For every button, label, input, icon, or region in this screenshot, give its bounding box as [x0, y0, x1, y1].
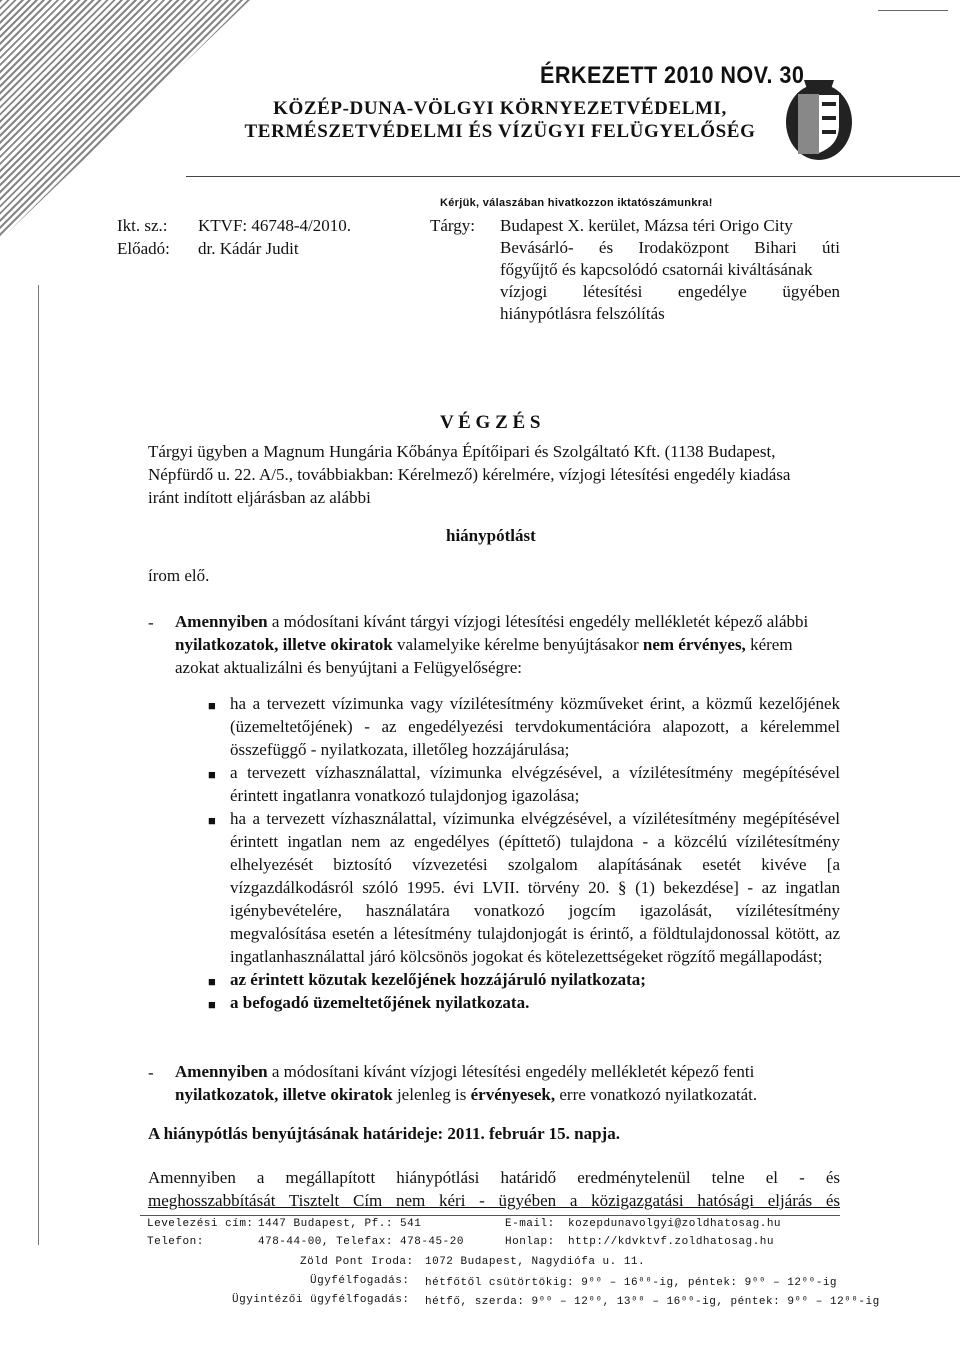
subject-line: hiánypótlásra felszólítás: [500, 304, 665, 323]
postal-address: 1447 Budapest, Pf.: 541: [258, 1218, 422, 1230]
case-officer-label: Előadó:: [117, 239, 170, 258]
para1-dash: -: [148, 613, 154, 632]
subject-line: Bevásárló- és Irodaközpont Bihari úti: [500, 238, 840, 257]
list-item-text: ha a tervezett vízhasználattal, vízimunka elvégzésével, a vízilétesítmény megépítésével érintett ingatlan nem az engedélyes (építtető) tulajdona - a közcélú vízilétesítmény elhelyezését biztosító vízvezetési szolgalom alapításának esetét kivéve [a vízgazdálkodásról szóló 1995. évi LVII. törvény 20. § (1) bekezdése] - az ingatlan igénybevételére, használatára vonatkozó jogcím igazolását, vízilétesítmény megvalósítása esetén a létesítmény tulajdonjogát is érintő, a földtulajdonossal kötött, az ingatlanhasználattal járó kölcsönös jogokat és kötelezettségeket rögzítő megállapodást;: [230, 809, 840, 966]
agency-name-line2: TERMÉSZETVÉDELMI ÉS VÍZÜGYI FELÜGYELŐSÉG: [244, 121, 756, 142]
filing-number-value: KTVF: 46748-4/2010.: [198, 216, 351, 235]
email-address: kozepdunavolgyi@zoldhatosag.hu: [568, 1218, 782, 1230]
para1-bold: Amennyiben: [175, 612, 268, 631]
bullet-marker: ■: [208, 997, 216, 1012]
intro-line: Népfürdő u. 22. A/5., továbbiakban: Kérelmező) kérelmére, vízjogi létesítési engedély kiadása: [148, 465, 791, 484]
client-hours-label: Ügyfélfogadás:: [310, 1275, 410, 1287]
case-officer-value: dr. Kádár Judit: [198, 239, 299, 258]
reference-request-note: Kérjük, válaszában hivatkozzon iktatószámunkra!: [440, 197, 713, 209]
deadline-text: A hiánypótlás benyújtásának határideje: 2011. február 15. napja.: [148, 1124, 620, 1143]
top-right-mark: [878, 10, 948, 11]
list-item: [208, 807, 840, 968]
list-item-text: az érintett közutak kezelőjének hozzájáruló nyilatkozata;: [230, 970, 646, 989]
list-item: [208, 692, 840, 761]
irom-elo-text: írom elő.: [148, 566, 210, 585]
para2-text-part: erre vonatkozó nyilatkozatát.: [555, 1085, 758, 1104]
list-item: [208, 991, 840, 1014]
para1-line3: azokat aktualizálni és benyújtani a Felügyelőségre:: [175, 658, 522, 677]
officer-hours-label: Ügyintézői ügyfélfogadás:: [232, 1294, 410, 1306]
document-title: V É G Z É S: [440, 412, 541, 433]
para2-text: [175, 1060, 840, 1106]
para2-bold: nyilatkozatok, illetve okiratok: [175, 1085, 393, 1104]
list-item-text: a befogadó üzemeltetőjének nyilatkozata.: [230, 993, 530, 1012]
para2-bold: érvényesek,: [470, 1085, 556, 1104]
para2-text-part: jelenleg is: [392, 1085, 471, 1104]
received-stamp: ÉRKEZETT 2010 NOV. 30: [540, 62, 805, 89]
subject-line: vízjogi létesítési engedélye ügyében: [500, 282, 840, 301]
website-label: Honlap:: [505, 1236, 555, 1248]
office-address: 1072 Budapest, Nagydiófa u. 11.: [425, 1256, 646, 1268]
closing-line: meghosszabbítását Tisztelt Cím nem kéri - ügyében a közigazgatási hatósági eljárás és: [148, 1191, 840, 1210]
subject-label: Tárgy:: [430, 216, 476, 235]
para2-dash: -: [148, 1063, 154, 1082]
closing-paragraph: [148, 1166, 840, 1212]
subject-line: Budapest X. kerület, Mázsa téri Origo City: [500, 216, 793, 235]
para1-text-part: a módosítani kívánt tárgyi vízjogi létesítési engedély mellékletét képező alábbi: [267, 612, 809, 631]
bullet-marker: ■: [208, 813, 216, 828]
para1-bold: nem érvényes,: [642, 635, 746, 654]
coat-of-arms-icon: [784, 74, 854, 162]
intro-line: Tárgyi ügyben a Magnum Hungária Kőbánya Építőipari és Szolgáltató Kft. (1138 Budapest,: [148, 442, 776, 461]
bullet-marker: ■: [208, 974, 216, 989]
para1-bold: nyilatkozatok, illetve okiratok: [175, 635, 393, 654]
para1-text-part: kérem: [745, 635, 793, 654]
subject-line: főgyűjtő és kapcsolódó csatornái kiváltásának: [500, 260, 813, 279]
agency-name-line1: KÖZÉP-DUNA-VÖLGYI KÖRNYEZETVÉDELMI,: [273, 98, 727, 119]
phone-label: Telefon:: [147, 1236, 204, 1248]
left-margin-line: [38, 285, 39, 1245]
para1-text: [175, 610, 840, 679]
closing-line: Amennyiben a megállapított hiánypótlási határidő eredménytelenül telne el - és: [148, 1168, 840, 1187]
website-url: http://kdvktvf.zoldhatosag.hu: [568, 1236, 774, 1248]
para2-text-part: a módosítani kívánt vízjogi létesítési engedély mellékletét képező fenti: [267, 1062, 755, 1081]
postal-address-label: Levelezési cím:: [147, 1218, 254, 1230]
para2-bold: Amennyiben: [175, 1062, 268, 1081]
subject-text: [500, 215, 840, 325]
intro-line: iránt indított eljárásban az alábbi: [148, 488, 371, 507]
officer-hours: hétfő, szerda: 9⁰⁰ – 12⁰⁰, 13⁰⁰ – 16⁰⁰-ig, péntek: 9⁰⁰ – 12⁰⁰-ig: [425, 1296, 880, 1308]
list-item-text: a tervezett vízhasználattal, vízimunka elvégzésével, a vízilétesítmény megépítésével érintett ingatlanra vonatkozó tulajdonjog igazolása;: [230, 763, 840, 805]
email-label: E-mail:: [505, 1218, 555, 1230]
bullet-list: [208, 692, 840, 1014]
hianypotlas-heading: hiánypótlást: [446, 526, 536, 545]
list-item: [208, 761, 840, 807]
bullet-marker: ■: [208, 767, 216, 782]
header-divider: [186, 176, 960, 177]
client-hours: hétfőtől csütörtökig: 9⁰⁰ – 16⁰⁰-ig, péntek: 9⁰⁰ – 12⁰⁰-ig: [425, 1277, 838, 1289]
bullet-marker: ■: [208, 698, 216, 713]
list-item-text: ha a tervezett vízimunka vagy vízilétesítmény közműveket érint, a közmű kezelőjének (üzemeltetőjének) - az engedélyezési tervdokumentációra alapozott, a kérelemmel összefüggő - nyilatkozata, illetőleg hozzájárulása;: [230, 694, 840, 759]
scan-hatch-decoration: [0, 0, 260, 240]
footer-divider: [140, 1215, 840, 1216]
office-label: Zöld Pont Iroda:: [300, 1256, 414, 1268]
filing-number-label: Ikt. sz.:: [117, 216, 168, 235]
intro-paragraph: [148, 440, 840, 509]
para1-text-part: valamelyike kérelme benyújtásakor: [392, 635, 643, 654]
list-item: [208, 968, 840, 991]
phone-number: 478-44-00, Telefax: 478-45-20: [258, 1236, 464, 1248]
